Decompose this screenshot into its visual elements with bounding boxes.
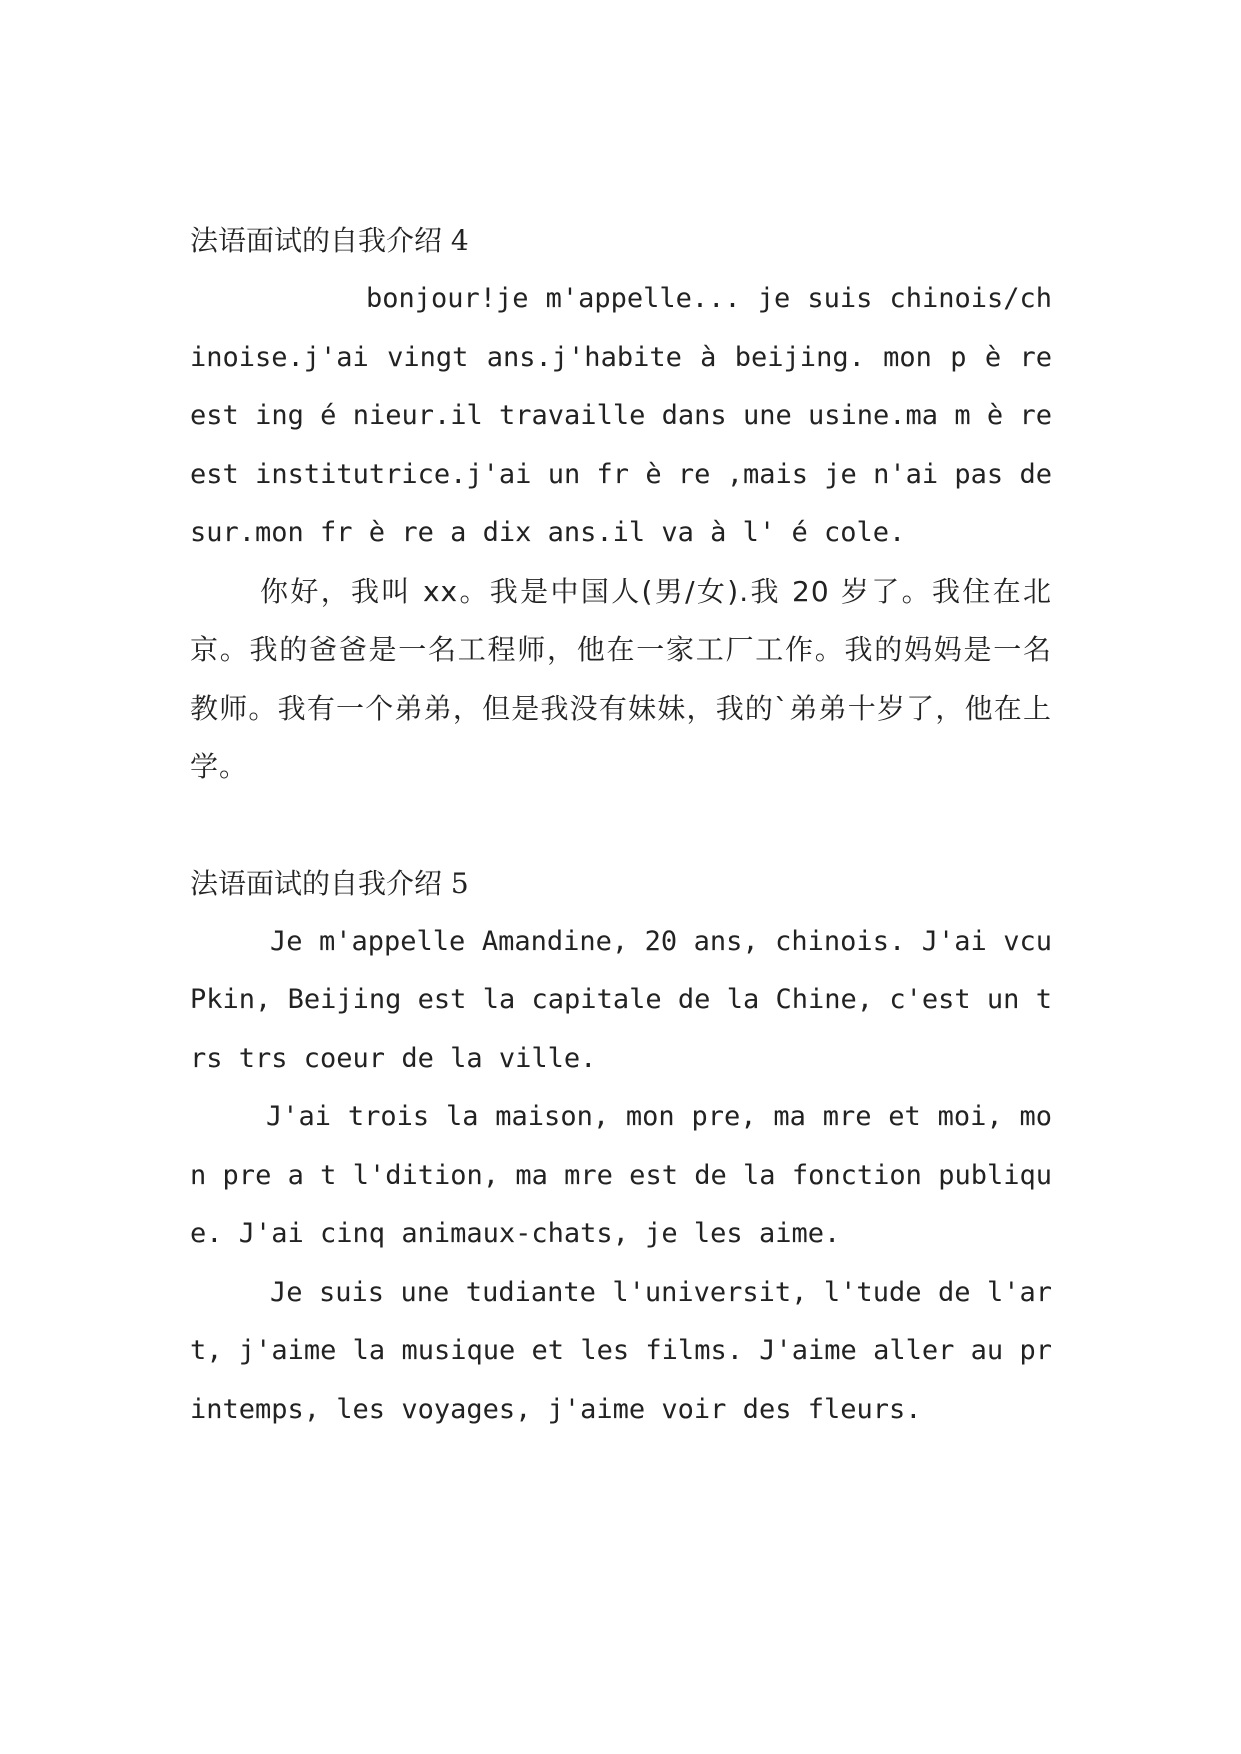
section-4-title: 法语面试的自我介绍 4 [190, 224, 469, 257]
section-spacer [190, 797, 1052, 855]
section-5-title: 法语面试的自我介绍 5 [190, 866, 469, 900]
section-4-french-paragraph: bonjour!je m'appelle... je suis chinois/chinoise.j'ai vingt ans.j'habite à beijing. mon p è re est ing é nieur.il travaille dans une usine.ma m è re est institutrice.j'ai un fr è re ,mais je n'ai pas de sur.mon fr è re a dix ans.il va à l' é cole. [190, 283, 1052, 548]
section-5-paragraph-1: Je m'appelle Amandine, 20 ans, chinois. J'ai vcu Pkin, Beijing est la capitale de la Chine, c'est un trs trs coeur de la ville. [190, 925, 1052, 1074]
section-5-paragraph-2: J'ai trois la maison, mon pre, ma mre et moi, mon pre a t l'dition, ma mre est de la fonction publique. J'ai cinq animaux-chats, je les aime. [190, 1101, 1052, 1249]
section-4-chinese-paragraph: 你好，我叫 xx。我是中国人(男/女).我 20 岁了。我住在北京。我的爸爸是一名工程师，他在一家工厂工作。我的妈妈是一名教师。我有一个弟弟，但是我没有妹妹，我的`弟弟十岁了，他在上学。 [190, 574, 1052, 783]
section-5-paragraph-3: Je suis une tudiante l'universit, l'tude de l'art, j'aime la musique et les films. J'aime aller au printemps, les voyages, j'aime voir des fleurs. [190, 1276, 1052, 1425]
document-page [190, 212, 1052, 1439]
